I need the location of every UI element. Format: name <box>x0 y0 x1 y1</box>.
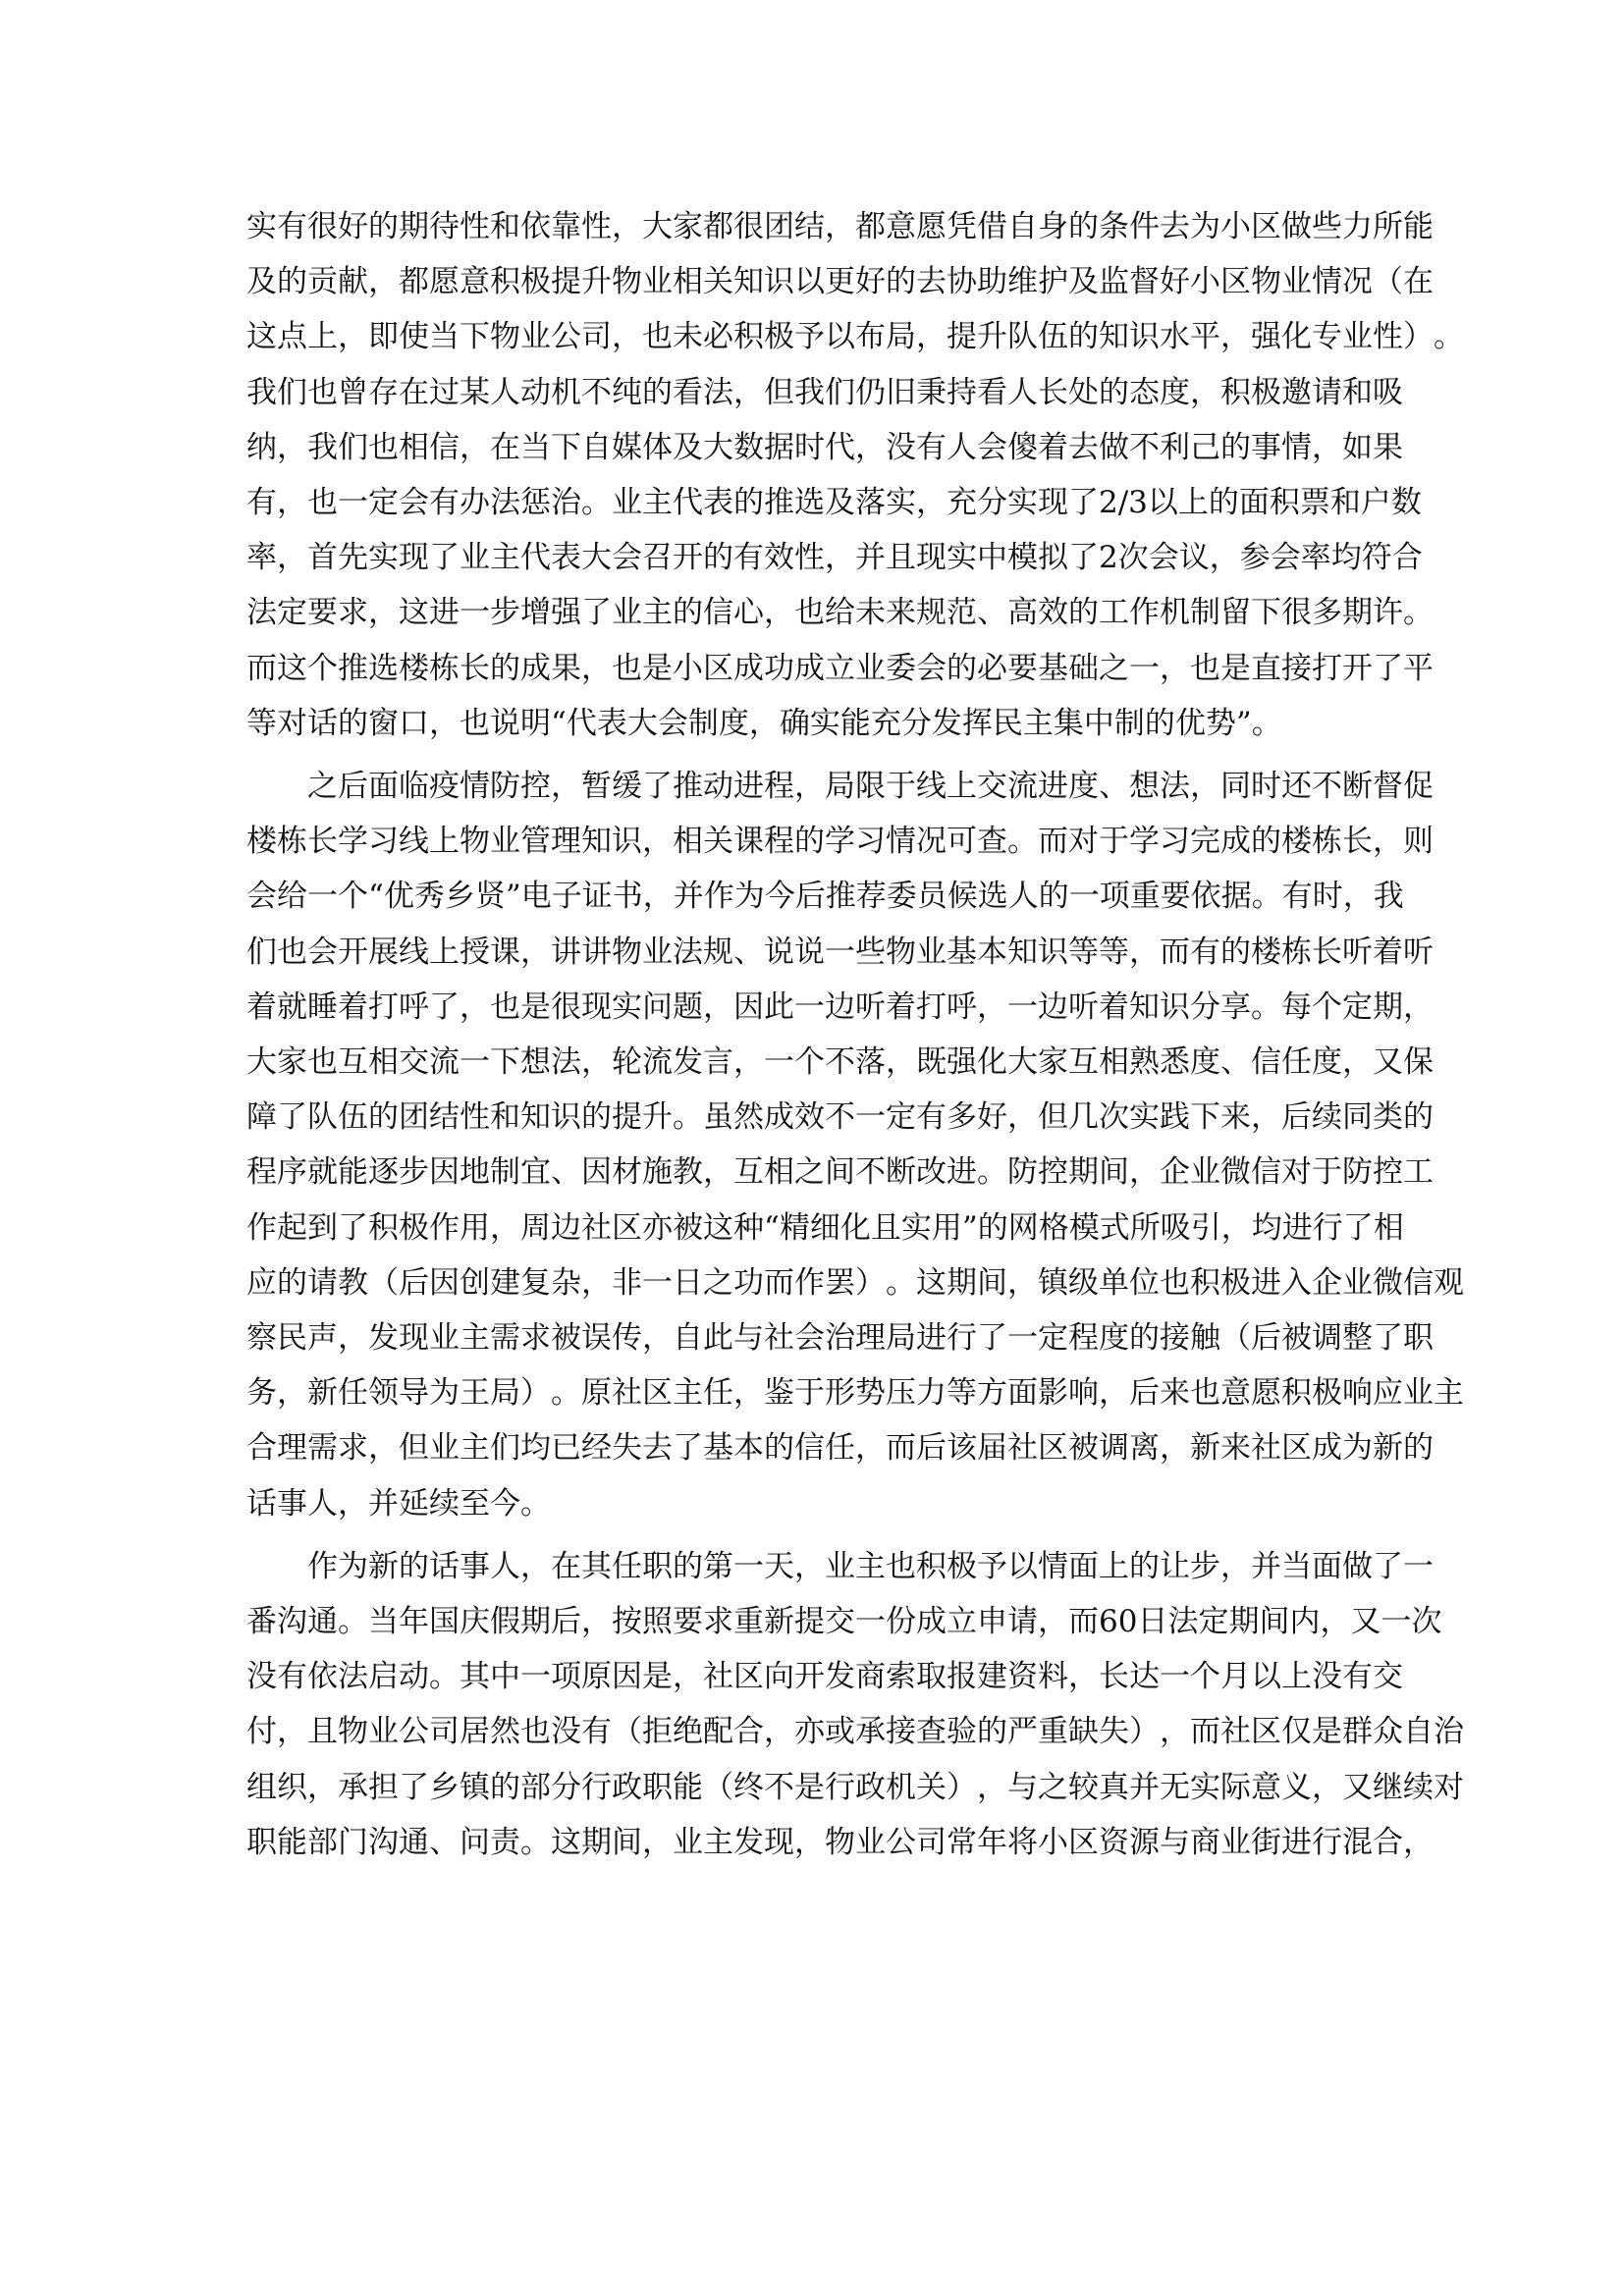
text-line: 没 有 依 法 启 动 。 其 中 一 项 原 因 是 ， 社 区 向 开 发 商 索 取 报 建 资 料 ， 长 达 一 个 月 以 上 没 有 交 <box>246 1659 1403 1694</box>
text-line: 我 们 也 曾 存 在 过 某 人 动 机 不 纯 的 看 法 ， 但 我 们 仍 旧 秉 持 看 人 长 处 的 态 度 ， 积 极 邀 请 和 吸 <box>246 375 1403 410</box>
text-line: 纳 ， 我 们 也 相 信 ， 在 当 下 自 媒 体 及 大 数 据 时 代 ， 没 有 人 会 傻 着 去 做 不 利 己 的 事 情 ， 如 果 <box>246 430 1403 465</box>
text-line: 障 了 队 伍 的 团 结 性 和 知 识 的 提 升 。 虽 然 成 效 不 一 定 有 多 好 ， 但 几 次 实 践 下 来 ， 后 续 同 类 的 <box>246 1099 1434 1135</box>
body-text <box>246 207 1464 1878</box>
text-line: 法 定 要 求 ， 这 进 一 步 增 强 了 业 主 的 信 心 ， 也 给 未 来 规 范 、 高 效 的 工 作 机 制 留 下 很 多 期 许 。 <box>246 595 1434 630</box>
text-line: 职 能 部 门 沟 通 、 问 责 。 这 期 间 ， 业 主 发 现 ， 物 业 公 司 常 年 将 小 区 资 源 与 商 业 街 进 行 混 合 ， <box>246 1825 1434 1860</box>
text-line: 会 给 一 个 “ 优 秀 乡 贤 ” 电 子 证 书 ， 并 作 为 今 后 推 荐 委 员 候 选 人 的 一 项 重 要 依 据 。 有 时 ， 我 <box>246 879 1404 914</box>
text-line: 有 ， 也 一 定 会 有 办 法 惩 治 。 业 主 代 表 的 推 选 及 落 实 ， 充 分 实 现 了 2/3 以 上 的 面 积 票 和 户 数 <box>246 485 1422 520</box>
text-line: 等对话的窗口，也说明“代表大会制度，确实能充分发挥民主集中制的优势”。 <box>246 706 1282 741</box>
text-line: 程 序 就 能 逐 步 因 地 制 宜 、 因 材 施 教 ， 互 相 之 间 不 断 改 进 。 防 控 期 间 ， 企 业 微 信 对 于 防 控 工 <box>246 1154 1434 1190</box>
text-line: 番 沟 通 。 当 年 国 庆 假 期 后 ， 按 照 要 求 重 新 提 交 一 份 成 立 申 请 ， 而 60 日 法 定 期 间 内 ， 又 一 次 <box>246 1604 1442 1639</box>
text-line: 而 这 个 推 选 楼 栋 长 的 成 果 ， 也 是 小 区 成 功 成 立 业 委 会 的 必 要 基 础 之 一 ， 也 是 直 接 打 开 了 平 <box>246 651 1434 686</box>
text-line: 这 点 上 ， 即 使 当 下 物 业 公 司 ， 也 未 必 积 极 予 以 布 局 ， 提 升 队 伍 的 知 识 水 平 ， 强 化 专 业 性 ） 。 <box>246 319 1464 354</box>
text-line: 务 ， 新 任 领 导 为 王 局 ） 。 原 社 区 主 任 ， 鉴 于 形 势 压 力 等 方 面 影 响 ， 后 来 也 意 愿 积 极 响 应 业 主 <box>246 1375 1464 1411</box>
text-line: 实 有 很 好 的 期 待 性 和 依 靠 性 ， 大 家 都 很 团 结 ， 都 意 愿 凭 借 自 身 的 条 件 去 为 小 区 做 些 力 所 能 <box>246 209 1434 244</box>
text-line: 及 的 贡 献 ， 都 愿 意 积 极 提 升 物 业 相 关 知 识 以 更 好 的 去 协 助 维 护 及 监 督 好 小 区 物 业 情 况 （ 在 <box>246 264 1434 299</box>
text-line: 作 为 新 的 话 事 人 ， 在 其 任 职 的 第 一 天 ， 业 主 也 积 极 予 以 情 面 上 的 让 步 ， 并 当 面 做 了 一 <box>307 1549 1434 1584</box>
text-line: 话事人，并延续至今。 <box>246 1486 551 1522</box>
text-line: 着 就 睡 着 打 呼 了 ， 也 是 很 现 实 问 题 ， 因 此 一 边 听 着 打 呼 ， 一 边 听 着 知 识 分 享 。 每 个 定 期 ， <box>246 989 1434 1025</box>
text-line: 作 起 到 了 积 极 作 用 ， 周 边 社 区 亦 被 这 种 “ 精 细 化 且 实 用 ” 的 网 格 模 式 所 吸 引 ， 均 进 行 了 相 <box>246 1210 1404 1246</box>
text-line: 率 ， 首 先 实 现 了 业 主 代 表 大 会 召 开 的 有 效 性 ， 并 且 现 实 中 模 拟 了 2 次 会 议 ， 参 会 率 均 符 合 <box>246 540 1423 575</box>
text-line: 付 ， 且 物 业 公 司 居 然 也 没 有 （ 拒 绝 配 合 ， 亦 或 承 接 查 验 的 严 重 缺 失 ） ， 而 社 区 仅 是 群 众 自 治 <box>246 1714 1464 1749</box>
text-line: 之 后 面 临 疫 情 防 控 ， 暂 缓 了 推 动 进 程 ， 局 限 于 线 上 交 流 进 度 、 想 法 ， 同 时 还 不 断 督 促 <box>307 769 1434 804</box>
text-line: 组 织 ， 承 担 了 乡 镇 的 部 分 行 政 职 能 （ 终 不 是 行 政 机 关 ） ， 与 之 较 真 并 无 实 际 意 义 ， 又 继 续 对 <box>246 1770 1464 1805</box>
text-line: 合 理 需 求 ， 但 业 主 们 均 已 经 失 去 了 基 本 的 信 任 ， 而 后 该 届 社 区 被 调 离 ， 新 来 社 区 成 为 新 的 <box>246 1430 1434 1466</box>
text-line: 楼 栋 长 学 习 线 上 物 业 管 理 知 识 ， 相 关 课 程 的 学 习 情 况 可 查 。 而 对 于 学 习 完 成 的 楼 栋 长 ， 则 <box>246 824 1434 859</box>
text-line: 应 的 请 教 （ 后 因 创 建 复 杂 ， 非 一 日 之 功 而 作 罢 ） 。 这 期 间 ， 镇 级 单 位 也 积 极 进 入 企 业 微 信 观 <box>246 1265 1464 1301</box>
text-line: 们 也 会 开 展 线 上 授 课 ， 讲 讲 物 业 法 规 、 说 说 一 些 物 业 基 本 知 识 等 等 ， 而 有 的 楼 栋 长 听 着 听 <box>246 934 1434 970</box>
text-line: 大 家 也 互 相 交 流 一 下 想 法 ， 轮 流 发 言 ， 一 个 不 落 ， 既 强 化 大 家 互 相 熟 悉 度 、 信 任 度 ， 又 保 <box>246 1044 1434 1080</box>
text-line: 察 民 声 ， 发 现 业 主 需 求 被 误 传 ， 自 此 与 社 会 治 理 局 进 行 了 一 定 程 度 的 接 触 （ 后 被 调 整 了 职 <box>246 1320 1434 1356</box>
